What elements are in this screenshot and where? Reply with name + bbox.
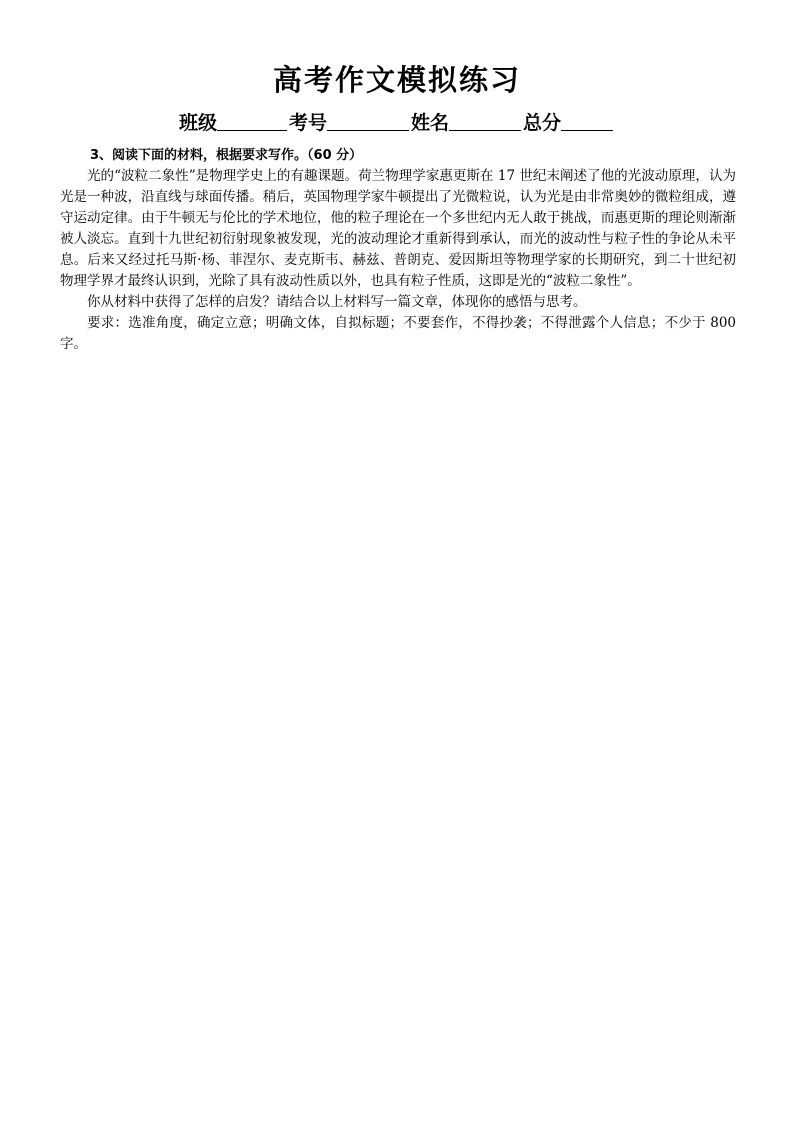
class-label: 班级: [178, 112, 217, 134]
question-heading: 3、阅读下面的材料，根据要求写作。（60 分）: [90, 148, 363, 163]
name-label: 姓名: [411, 112, 450, 134]
question-content: [60, 145, 736, 355]
class-blank[interactable]: [217, 110, 287, 131]
prompt-paragraph: 你从材料中获得了怎样的启发？请结合以上材料写一篇文章，体现你的感悟与思考。: [87, 294, 587, 310]
score-label: 总分: [523, 112, 562, 134]
exam-number-blank[interactable]: [327, 110, 409, 131]
document-title: 高考作文模拟练习: [272, 63, 521, 97]
requirements-paragraph: 要求：选准角度，确定立意；明确文体，自拟标题；不要套作，不得抄袭；不得泄露个人信息；不少于 800 字。: [60, 315, 736, 352]
exam-number-label: 考号: [288, 112, 327, 134]
student-info-line: [0, 108, 794, 138]
score-blank[interactable]: [561, 110, 613, 131]
name-blank[interactable]: [449, 110, 521, 131]
material-paragraph: 光的“波粒二象性”是物理学史上的有趣课题。荷兰物理学家惠更斯在 17 世纪末阐述了他的光波动原理，认为光是一种波，沿直线与球面传播。稍后，英国物理学家牛顿提出了光微粒说，认为光是由非常奥妙的微粒组成，遵守运动定律。由于牛顿无与伦比的学术地位，他的粒子理论在一个多世纪内无人敢于挑战，而惠更斯的理论则渐渐被人淡忘。直到十九世纪初衍射现象被发现，光的波动理论才重新得到承认，而光的波动性与粒子性的争论从未平息。后来又经过托马斯·杨、菲涅尔、麦克斯韦、赫兹、普朗克、爱因斯坦等物理学家的长期研究，到二十世纪初物理学界才最终认识到，光除了具有波动性质以外，也具有粒子性质，这即是光的“波粒二象性”。: [60, 168, 736, 289]
